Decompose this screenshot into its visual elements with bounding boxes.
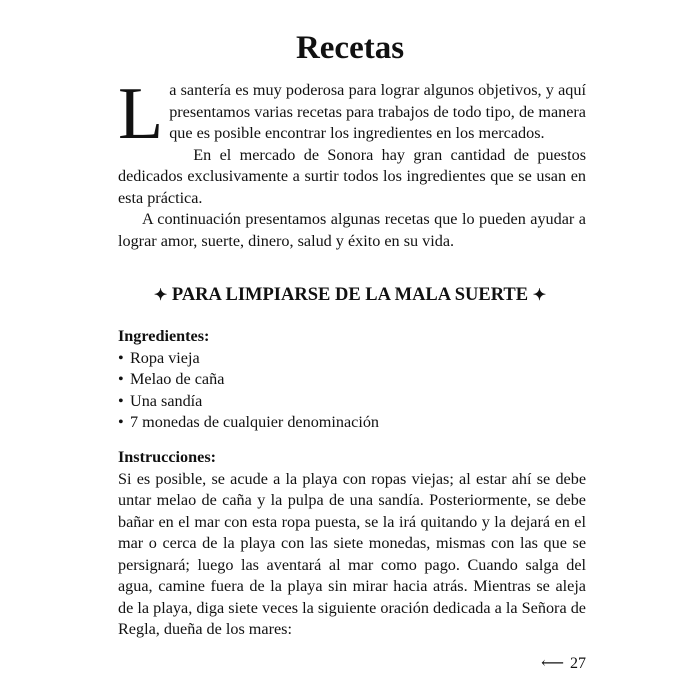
intro-paragraph-1 [118,73,586,155]
diamond-ornament-right-icon: ✦ [532,287,547,304]
section-heading [0,283,700,308]
ingredients-list [118,348,586,434]
bullet-icon: • [118,391,124,410]
page-footer [500,654,586,674]
instructions-block [118,447,586,641]
section-heading-text: PARA LIMPIARSE DE LA MALA SUERTE [171,285,529,305]
intro-paragraph-3: A continuación presentamos algunas recetas que lo pueden ayudar a lograr amor, suerte, dinero, salud y éxito en su vida. [118,210,586,250]
ingredient-text: Melao de caña [130,370,225,388]
page-number: 27 [570,655,586,672]
bullet-icon: • [118,348,124,367]
intro-paragraph-1-text: a santería es muy poderosa para lograr algunos objetivos, y aquí presentamos varias recetas para trabajos de todo tipo, de manera que es posible encontrar los ingredientes en los mercados. [169,81,586,142]
bullet-icon: • [118,370,124,388]
ingredients-block [118,326,586,434]
intro-text [118,73,586,252]
intro-paragraph-2: En el mercado de Sonora hay gran cantidad de puestos dedicados exclusivamente a surtir todos los ingredientes que se usan en esta práctica. [118,145,586,207]
bullet-icon: • [118,413,124,431]
ingredient-text: Una sandía [130,391,203,410]
arrow-left-icon: ⟵ [541,655,564,672]
page-title: Recetas [295,30,405,66]
diamond-ornament-left-icon: ✦ [153,287,168,304]
drop-cap: L [118,73,164,155]
list-item [118,391,586,413]
list-item [118,348,586,370]
ingredient-text: Ropa vieja [130,348,200,367]
list-item [118,369,586,391]
ingredients-heading: Ingredientes: [118,327,210,345]
ingredient-text: 7 monedas de cualquier denominación [130,413,380,431]
list-item [118,412,586,434]
instructions-text: Si es posible, se acude a la playa con ropas viejas; al estar ahí se debe untar melao de caña y la pulpa de una sandía. Posteriormente, se debe bañar en el mar con esta ropa puesta, se la irá quitando y la dejará en el mar o cerca de la playa con las siete monedas, mismas con las que se persignará; luego las aventará al mar como pago. Cuando salga del agua, camine fuera de la playa sin mirar hacia atrás. Mientras se aleja de la playa, diga siete veces la siguiente oración dedicada a la Señora de Regla, dueña de los mares: [118,469,586,638]
instructions-heading: Instrucciones: [118,448,217,466]
